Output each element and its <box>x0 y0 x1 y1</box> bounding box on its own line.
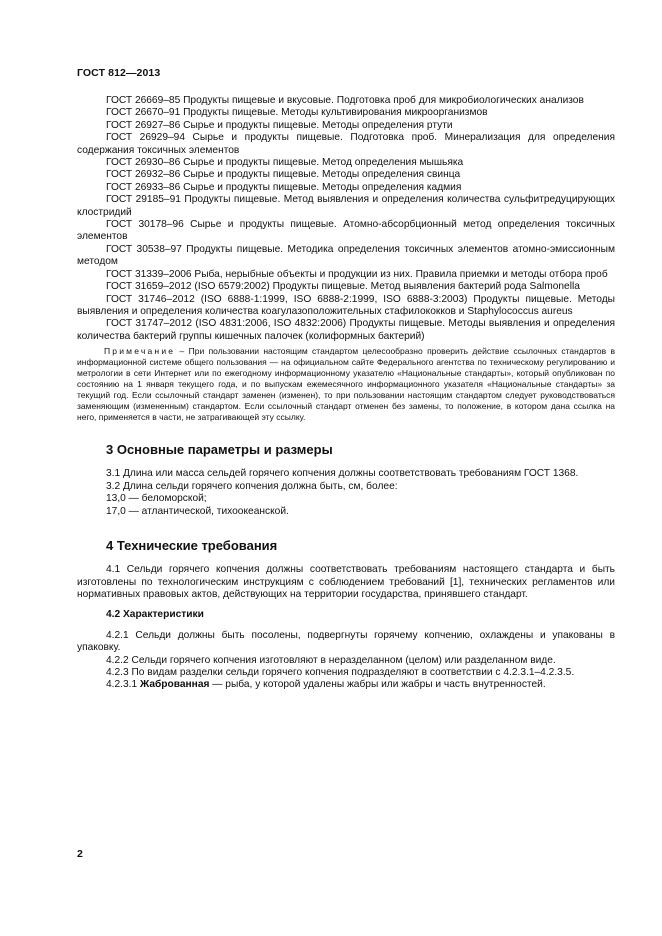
section-3-2: 3.2 Длина сельди горячего копчения должна быть, см, более: <box>106 480 398 492</box>
section-4-2-2: 4.2.2 Сельди горячего копчения изготовляют в неразделанном (целом) или разделанном виде. <box>106 654 556 666</box>
reference-item: ГОСТ 31659–2012 (ISO 6579:2002) Продукты пищевые. Метод выявления бактерий рода Salmonella <box>106 281 580 293</box>
reference-item: ГОСТ 26929–94 Сырье и продукты пищевые. Подготовка проб. Минерализация для определения содержания токсичных элементов <box>77 132 615 156</box>
reference-item: ГОСТ 31339–2006 Рыба, нерыбные объекты и продукции из них. Правила приемки и методы отбора проб <box>106 268 608 280</box>
note-text: – При пользовании настоящим стандартом целесообразно проверить действие ссылочных стандартов в информационной системе общего пользования — на официальном сайте Федерального агентства по техническому регулированию и метрологии в сети Интернет или по ежегодному информационному указателю «Национальные стандарты», который опубликован по состоянию на 1 января текущего года, и по выпускам ежемесячного информационного указателя «Национальные стандарты» за текущий год. Если ссылочный стандарт заменен (изменен), то при пользовании настоящим стандартом следует руководствоваться заменяющим (измененным) стандартом. Если ссылочный стандарт отменен без замены, то положение, в котором дана ссылка на него, применяется в части, не затрагивающей эту ссылку. <box>77 346 615 422</box>
reference-item: ГОСТ 30538–97 Продукты пищевые. Методика определения токсичных элементов атомно-эмиссионным методом <box>77 243 615 268</box>
reference-item: ГОСТ 26927–86 Сырье и продукты пищевые. Методы определения ртути <box>106 119 453 131</box>
reference-item: ГОСТ 31746–2012 (ISO 6888-1:1999, ISO 6888-2:1999, ISO 6888-3:2003) Продукты пищевые. Методы выявления и определения количества коагулазоположительных стафилококков и Staphylococcus aureus <box>77 293 615 317</box>
section-3-heading: 3 Основные параметры и размеры <box>106 442 333 458</box>
page-number: 2 <box>77 848 83 860</box>
reference-item: ГОСТ 26670–91 Продукты пищевые. Методы культивирования микроорганизмов <box>106 107 488 119</box>
reference-item: ГОСТ 26933–86 Сырье и продукты пищевые. Методы определения кадмия <box>106 181 462 193</box>
reference-item: ГОСТ 29185–91 Продукты пищевые. Метод выявления и определения количества сульфитредуцирующих клостридий <box>77 194 615 218</box>
document-header: ГОСТ 812—2013 <box>77 67 161 79</box>
term-gilled: Жаброванная <box>140 679 210 691</box>
note-label: Примечание <box>104 346 176 357</box>
section-3-2-item-white-sea: 13,0 — беломорской; <box>106 493 207 505</box>
section-4-2-3-1 <box>77 679 615 691</box>
document-body <box>77 95 615 692</box>
reference-item: ГОСТ 31747–2012 (ISO 4831:2006, ISO 4832:2006) Продукты пищевые. Методы выявления и определения количества бактерий группы кишечных палочек (колиформных бактерий) <box>77 318 615 342</box>
section-4-2-heading: 4.2 Характеристики <box>106 609 204 621</box>
section-4-1: 4.1 Сельди горячего копчения должны соответствовать требованиям настоящего стандарта и быть изготовлены по технологическим инструкциям с соблюдением требований [1], технических регламентов или нормативных правовых актов, действующих на территории государства, принявшего стандарт. <box>77 564 615 600</box>
section-4-2-3: 4.2.3 По видам разделки сельди горячего копчения подразделяют в соответствии с 4.2.3.1–4.2.3.5. <box>106 666 575 678</box>
reference-item: ГОСТ 26930–86 Сырье и продукты пищевые. Метод определения мышьяка <box>106 157 464 169</box>
note-paragraph <box>77 346 615 422</box>
reference-item: ГОСТ 26669–85 Продукты пищевые и вкусовые. Подготовка проб для микробиологических анализов <box>106 95 584 106</box>
section-3-2-item-atlantic: 17,0 — атлантической, тихоокеанской. <box>106 505 289 517</box>
reference-item: ГОСТ 30178–96 Сырье и продукты пищевые. Атомно-абсорбционный метод определения токсичных элементов <box>77 219 615 243</box>
section-3-1: 3.1 Длина или масса сельдей горячего копчения должны соответствовать требованиям ГОСТ 1368. <box>106 468 579 480</box>
section-4-2-3-1-number: 4.2.3.1 <box>106 679 140 691</box>
section-4-heading: 4 Технические требования <box>106 538 278 554</box>
section-4-2-1: 4.2.1 Сельди должны быть посолены, подвергнуты горячему копчению, охлаждены и упакованы в упаковку. <box>77 629 615 654</box>
section-4-2-3-1-definition: — рыба, у которой удалены жабры или жабры и часть внутренностей. <box>209 679 546 691</box>
references-list <box>77 95 615 343</box>
reference-item: ГОСТ 26932–86 Сырье и продукты пищевые. Методы определения свинца <box>106 169 461 181</box>
